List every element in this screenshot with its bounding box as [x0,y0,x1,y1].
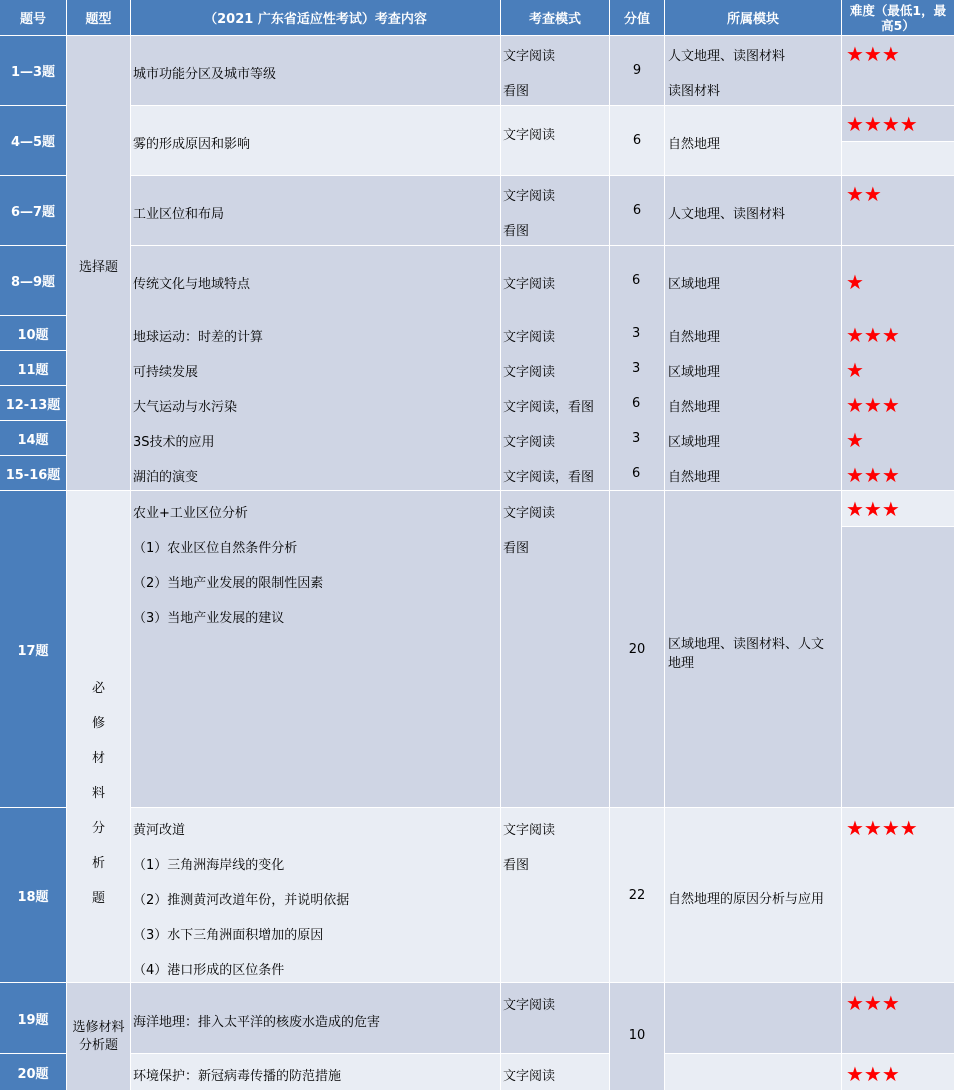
row9-module1: 自然地理 [668,470,721,485]
row20-content-cell [131,1054,500,1090]
row20-mode-cell [501,1054,609,1090]
row18-score-cell [610,808,664,982]
row2-content-cell [131,106,500,175]
row17-mode2: 看图 [503,541,530,556]
row8-content: 3S技术的应用 [133,435,215,450]
row17-score: 20 [628,642,646,657]
row8-module1: 区域地理 [668,435,721,450]
header-num: 题号 [0,0,66,35]
row2-score: 6 [632,133,642,148]
row2-module1: 自然地理 [668,137,721,152]
row17-sub3: （3）当地产业发展的建议 [133,611,285,626]
row18-content: 黄河改道 [133,823,186,838]
row4-num: 8—9题 [0,246,66,315]
row20-difficulty-cell [842,1054,954,1090]
row19-module-cell [665,983,841,1053]
row9-score: 6 [632,466,641,481]
row8-mode1: 文字阅读 [503,435,556,450]
header-score: 分值 [610,0,664,35]
row18-mode-cell [501,808,609,982]
row4-content: 传统文化与地域特点 [133,277,251,292]
row17-module1: 区域地理、读图材料、人文 [668,637,825,652]
row17-module2: 地理 [668,656,695,671]
header-mode: 考查模式 [501,0,609,35]
header-type: 题型 [67,0,130,35]
row1-mode1: 文字阅读 [503,49,556,64]
row19-num: 19题 [0,983,66,1053]
row2-mode-cell [501,106,609,175]
row2-num: 4—5题 [0,106,66,175]
row18-sub3: （3）水下三角洲面积增加的原因 [133,928,324,943]
row18-sub4: （4）港口形成的区位条件 [133,963,285,978]
row3-module-cell [665,176,841,245]
row2-stars: ★★★★ [846,112,918,136]
type-required-char-4: 料 [91,786,105,801]
row3-stars: ★★ [846,182,882,206]
row2-module-cell [665,106,841,175]
row3-num: 6—7题 [0,176,66,245]
row6-stars: ★ [846,358,864,382]
row17-stars: ★★★ [846,497,900,521]
type-required-char-1: 必 [91,681,105,696]
row2-score-cell [610,106,664,175]
row19-stars: ★★★ [846,991,900,1015]
row5-mode1: 文字阅读 [503,330,556,345]
row19-mode-cell [501,983,609,1053]
row8-score: 3 [632,431,641,446]
row18-stars: ★★★★ [846,816,918,840]
row6-score: 3 [632,361,641,376]
row1920-score: 10 [628,1028,646,1043]
row17-mode-cell [501,491,609,807]
row19-mode1: 文字阅读 [503,998,556,1013]
row20-num: 20题 [0,1054,66,1090]
row5-score: 3 [632,326,641,341]
row1-module2: 读图材料 [668,84,721,99]
row6-num: 11题 [0,351,66,385]
row1-num: 1—3题 [0,36,66,105]
row17-mode1: 文字阅读 [503,506,556,521]
row17-sub1: （1）农业区位自然条件分析 [133,541,298,556]
type-required-cell [67,491,130,982]
row18-module-cell [665,808,841,982]
row18-module1: 自然地理的原因分析与应用 [668,892,825,907]
row3-score: 6 [632,203,642,218]
row5-content: 地球运动：时差的计算 [133,330,264,345]
row7-num: 12-13题 [0,386,66,420]
type-elective-cell [67,983,130,1090]
row3-difficulty-cell [842,176,954,245]
row1-module1: 人文地理、读图材料 [668,49,786,64]
row1920-score-cell [610,983,664,1090]
row6-mode1: 文字阅读 [503,365,556,380]
row17-difficulty-upper [842,491,954,526]
type-choice-label: 选择题 [78,260,118,275]
row20-content: 环境保护：新冠病毒传播的防范措施 [133,1069,342,1084]
row5-module1: 自然地理 [668,330,721,345]
row7-mode1: 文字阅读，看图 [503,400,595,415]
row1-module-cell [665,36,841,105]
row7-module1: 自然地理 [668,400,721,415]
row3-mode2: 看图 [503,224,530,239]
type-required-char-5: 分 [91,821,105,836]
row17-sub2: （2）当地产业发展的限制性因素 [133,576,324,591]
row9-mode1: 文字阅读，看图 [503,470,595,485]
row4-stars: ★ [846,270,864,294]
row17-module-cell [665,491,841,807]
row18-sub1: （1）三角洲海岸线的变化 [133,858,285,873]
type-required-char-2: 修 [91,716,105,731]
type-choice-cell [67,36,130,490]
row3-content-cell [131,176,500,245]
row1-mode2: 看图 [503,84,530,99]
row18-sub2: （2）推测黄河改道年份，并说明依据 [133,893,350,908]
row4-score: 6 [632,273,641,288]
row20-module-cell [665,1054,841,1090]
row3-score-cell [610,176,664,245]
row18-score: 22 [628,888,646,903]
row9-content: 湖泊的演变 [133,470,199,485]
row1-mode-cell [501,36,609,105]
row19-content-cell [131,983,500,1053]
row3-content: 工业区位和布局 [133,207,225,222]
row2-difficulty-lower [842,142,954,175]
row8-stars: ★ [846,428,864,452]
row2-difficulty-cell [842,106,954,141]
row1-content: 城市功能分区及城市等级 [133,67,277,82]
row18-mode2: 看图 [503,858,530,873]
type-required-char-7: 题 [91,891,105,906]
row6-content: 可持续发展 [133,365,199,380]
row17-difficulty-lower [842,527,954,807]
row4-mode1: 文字阅读 [503,277,556,292]
row18-mode1: 文字阅读 [503,823,556,838]
row1-score: 9 [632,63,642,78]
header-difficulty: 难度（最低1，最高5） [842,0,954,35]
row5-num: 10题 [0,316,66,350]
row18-difficulty-cell [842,808,954,982]
row17-content: 农业+工业区位分析 [133,506,248,521]
row20-stars: ★★★ [846,1062,900,1086]
row2-content: 雾的形成原因和影响 [133,137,251,152]
row3-mode-cell [501,176,609,245]
row18-num: 18题 [0,808,66,982]
type-required-char-6: 析 [91,856,105,871]
row20-mode1: 文字阅读 [503,1069,556,1084]
row17-num: 17题 [0,491,66,807]
row9-num: 15-16题 [0,456,66,490]
header-content: （2021 广东省适应性考试）考查内容 [131,0,500,35]
row17-content-cell [131,491,500,807]
row18-content-cell [131,808,500,982]
row4-module1: 区域地理 [668,277,721,292]
header-module: 所属模块 [665,0,841,35]
type-required-char-3: 材 [91,751,105,766]
row7-content: 大气运动与水污染 [133,400,238,415]
row9-stars: ★★★ [846,463,900,487]
row2-mode1: 文字阅读 [503,128,556,143]
row3-module1: 人文地理、读图材料 [668,207,786,222]
row1-content-cell [131,36,500,105]
row19-content: 海洋地理：排入太平洋的核废水造成的危害 [133,1015,381,1030]
row6-module1: 区域地理 [668,365,721,380]
row17-score-cell [610,491,664,807]
row3-mode1: 文字阅读 [503,189,556,204]
row1-difficulty-cell [842,36,954,105]
row19-difficulty-cell [842,983,954,1053]
row5-stars: ★★★ [846,323,900,347]
row8-num: 14题 [0,421,66,455]
row1-stars: ★★★ [846,42,900,66]
row1-score-cell [610,36,664,105]
row7-score: 6 [632,396,641,411]
row7-stars: ★★★ [846,393,900,417]
type-elective-label: 选修材料分析题 [72,1020,125,1053]
